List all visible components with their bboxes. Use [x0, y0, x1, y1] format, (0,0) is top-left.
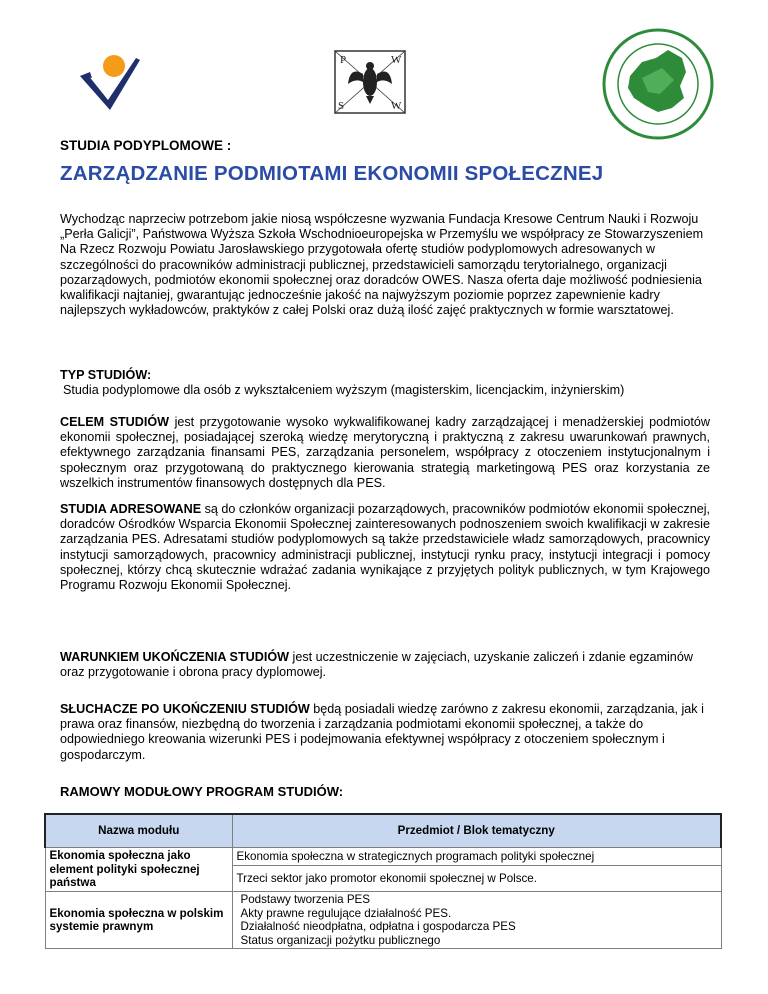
cel-paragraph	[60, 415, 710, 491]
program-heading: RAMOWY MODUŁOWY PROGRAM STUDIÓW:	[60, 784, 344, 799]
typ-text: Studia podyplomowe dla osób z wykształceniem wyższym (magisterskim, licencjackim, inżynierskim)	[63, 383, 625, 397]
warunkiem-paragraph	[60, 650, 710, 680]
sun-icon	[103, 55, 125, 77]
subject-line: Działalność nieodpłatna, odpłatna i gospodarcza PES	[240, 920, 516, 934]
swoosh-sun-logo	[78, 50, 144, 112]
intro-paragraph: Wychodząc naprzeciw potrzebom jakie niosą współczesne wyzwania Fundacja Kresowe Centrum Nauki i Rozwoju „Perła Galicji”, Państwowa Wyższa Szkoła Wschodnioeuropejska w Przemyślu we współpracy ze Stowarzyszeniem Na Rzecz Rozwoju Powiatu Jarosławskiego przygotowała ofertę studiów podyplomowych adresowanych w szczególności do pracowników administracji publicznej, przedstawicieli samorządu terytorialnego, organizacji pozarządowych, podmiotów ekonomii społecznej oraz doradców OWES. Nasza oferta daje możliwość podniesienia kwalifikacji najtaniej, gwarantując jednocześnie jakość na najwyższym poziomie poprzez zapewnienie kadry najlepszych wykładowców, praktyków z całej Polski oraz dużą ilość zajęć praktycznych w formie warsztatowej.	[60, 212, 704, 318]
col-subject-header: Przedmiot / Blok tematyczny	[232, 814, 721, 848]
cel-text: jest przygotowanie wysoko wykwalifikowanej kadry zarządzającej i menadżerskiej podmiotów ekonomii społecznej, posiadającej szeroką wiedzę merytoryczną i praktyczną z zakresu uwarunkowań prawnych, efektywnego zarządzania finansami PES, zarządzania personelem, współpracy z otoczeniem instytucjonalnym i społecznym oraz przygotowaną do praktycznego kierowania strategią marketingową PES oraz korzystania ze wszelkich instrumentów finansowych dostępnych dla PES.	[60, 415, 711, 490]
table-row	[45, 848, 721, 866]
sluchacze-text: będą posiadali wiedzę zarówno z zakresu ekonomii, zarządzania, jak i prawa oraz finansów, niezbędną do tworzenia i zarządzania podmiotami ekonomii społecznej, a także do odpowiedniego kreowania wizerunki PES i podejmowania efektywnej współpracy z otoczeniem społecznym i gospodarczym.	[60, 702, 704, 762]
subject-line: Podstawy tworzenia PES	[240, 893, 371, 906]
subtitle: STUDIA PODYPLOMOWE :	[60, 138, 232, 153]
warunkiem-text: jest uczestniczenie w zajęciach, uzyskanie zaliczeń i zdanie egzaminów oraz przygotowanie i obrona pracy dyplomowej.	[60, 650, 693, 680]
subject-cell: Trzeci sektor jako promotor ekonomii społecznej w Polsce.	[232, 866, 721, 892]
page-title: ZARZĄDZANIE PODMIOTAMI EKONOMII SPOŁECZNEJ	[60, 162, 604, 185]
svg-text:S: S	[338, 100, 345, 112]
col-module-header: Nazwa modułu	[45, 814, 232, 848]
sluchacze-lead: SŁUCHACZE PO UKOŃCZENIU STUDIÓW	[60, 702, 310, 716]
pwsw-eagle-logo	[334, 50, 406, 114]
sluchacze-paragraph	[60, 702, 710, 763]
table-header-row	[45, 814, 721, 848]
svg-text:W: W	[391, 100, 402, 112]
svg-text:P: P	[340, 54, 347, 66]
adresowane-text: są do członków organizacji pozarządowych, pracowników podmiotów ekonomii społecznej, doradców Ośrodków Wsparcia Ekonomii Społecznej zainteresowanych podnoszeniem swoich kwalifikacji w zakresie zarządzania PES. Adresatami studiów podyplomowych są także przedstawiciele władz samorządowych, pracownicy instytucji samorządowych, pracownicy administracji publicznej, instytucji rynku pracy, instytucji integracji i pomocy społecznej, którzy chcą skutecznie wdrażać zadania wynikające z przyjętych polityk publicznych, w tym Krajowego Programu Rozwoju Ekonomii Społecznej.	[60, 502, 711, 593]
cel-lead: CELEM STUDIÓW	[60, 415, 170, 429]
subject-cell: Ekonomia społeczna w strategicznych programach polityki społecznej	[232, 848, 721, 866]
table-row	[45, 892, 721, 949]
subject-line: Status organizacji pożytku publicznego	[240, 933, 441, 947]
module-cell: Ekonomia społeczna jako element polityki społecznej państwa	[45, 848, 232, 892]
adresowane-lead: STUDIA ADRESOWANE	[60, 502, 202, 516]
stowarzyszenie-map-seal-logo	[602, 28, 714, 140]
subject-cell	[232, 892, 721, 949]
typ-heading: TYP STUDIÓW:	[60, 368, 152, 382]
warunkiem-lead: WARUNKIEM UKOŃCZENIA STUDIÓW	[60, 650, 290, 664]
program-table	[44, 813, 722, 949]
svg-text:W: W	[391, 54, 402, 66]
adresowane-paragraph	[60, 502, 710, 593]
subject-line: Akty prawne regulujące działalność PES.	[240, 906, 452, 920]
module-cell: Ekonomia społeczna w polskim systemie prawnym	[45, 892, 232, 949]
